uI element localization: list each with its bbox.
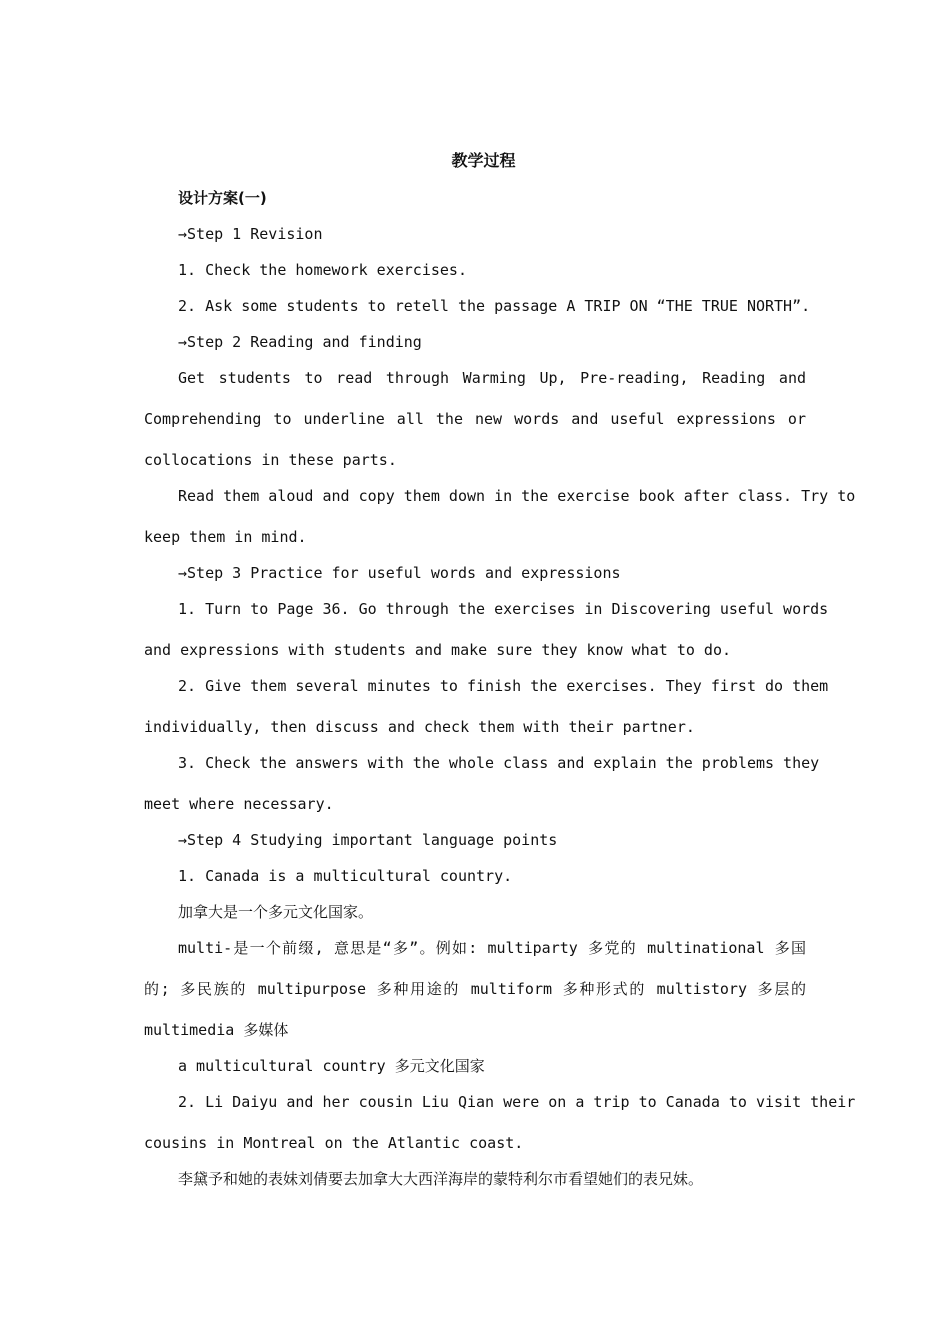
paragraph-line: individually, then discuss and check them with their partner. <box>144 718 695 736</box>
paragraph-line: Comprehending to underline all the new words and useful expressions or <box>144 410 806 428</box>
plan-heading: 设计方案(一) <box>178 189 267 207</box>
paragraph-line: 2. Give them several minutes to finish the exercises. They first do them <box>178 677 829 695</box>
chinese-translation: 李黛予和她的表妹刘倩要去加拿大大西洋海岸的蒙特利尔市看望她们的表兄妹。 <box>178 1170 704 1188</box>
paragraph-line: 1. Canada is a multicultural country. <box>178 867 513 885</box>
paragraph-line: Read them aloud and copy them down in the exercise book after class. Try to <box>178 487 856 505</box>
paragraph-line: keep them in mind. <box>144 528 307 546</box>
paragraph-line: cousins in Montreal on the Atlantic coast. <box>144 1134 524 1152</box>
paragraph-line: 3. Check the answers with the whole class and explain the problems they <box>178 754 820 772</box>
paragraph-line: collocations in these parts. <box>144 451 397 469</box>
paragraph-line: a multicultural country 多元文化国家 <box>178 1057 485 1075</box>
paragraph-line: 1. Turn to Page 36. Go through the exercises in Discovering useful words <box>178 600 829 618</box>
paragraph-line: 2. Ask some students to retell the passage A TRIP ON “THE TRUE NORTH”. <box>178 297 811 315</box>
paragraph-line: Get students to read through Warming Up, Pre-reading, Reading and <box>178 369 806 387</box>
paragraph-line: and expressions with students and make sure they know what to do. <box>144 641 731 659</box>
paragraph-line: 2. Li Daiyu and her cousin Liu Qian were on a trip to Canada to visit their <box>178 1093 856 1111</box>
step-heading: →Step 4 Studying important language points <box>178 831 558 849</box>
step-heading: →Step 2 Reading and finding <box>178 333 422 351</box>
page-title: 教学过程 <box>451 151 516 170</box>
paragraph-line: 的; 多民族的 multipurpose 多种用途的 multiform 多种形式的 multistory 多层的 <box>144 980 806 998</box>
paragraph-line: 1. Check the homework exercises. <box>178 261 467 279</box>
step-heading: →Step 1 Revision <box>178 225 323 243</box>
paragraph-line: multimedia 多媒体 <box>144 1021 289 1039</box>
paragraph-line: multi-是一个前缀, 意思是“多”。例如: multiparty 多党的 multinational 多国 <box>178 939 806 957</box>
paragraph-line: meet where necessary. <box>144 795 334 813</box>
chinese-translation: 加拿大是一个多元文化国家。 <box>178 903 374 921</box>
step-heading: →Step 3 Practice for useful words and expressions <box>178 564 621 582</box>
